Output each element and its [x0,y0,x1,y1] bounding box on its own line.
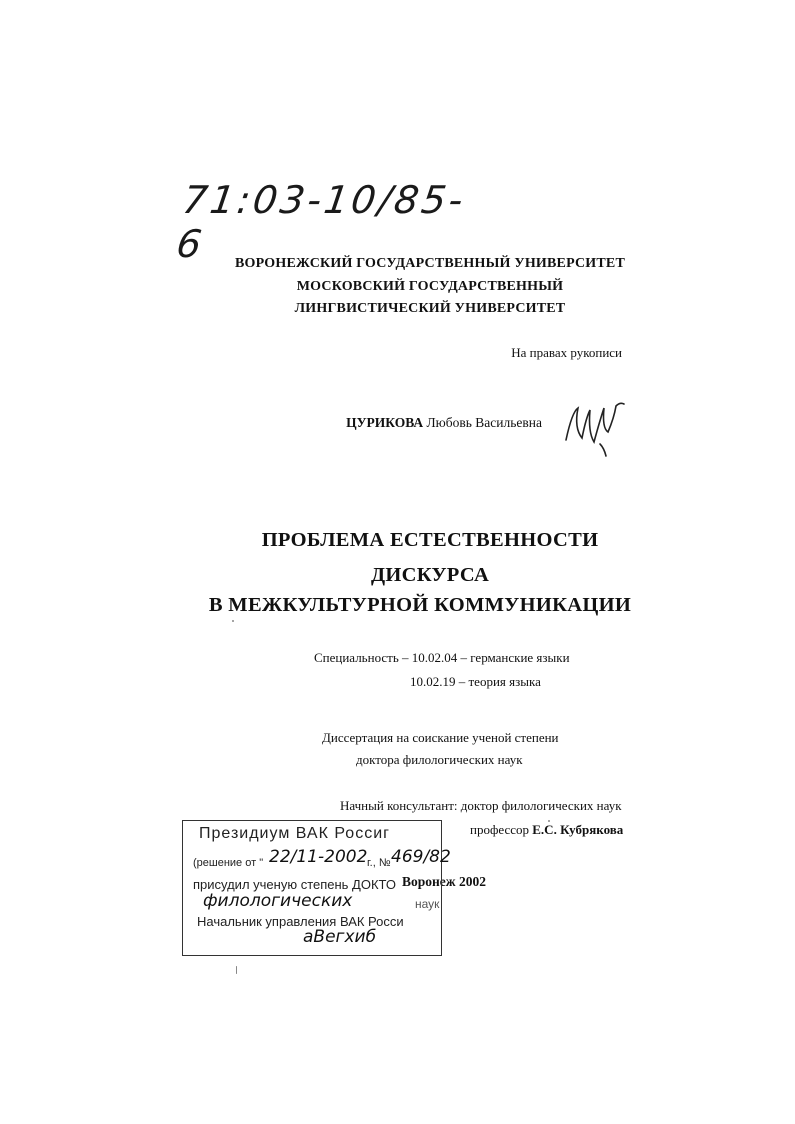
stamp-decision-prefix: (решение от " [193,857,264,869]
university-line-1: ВОРОНЕЖСКИЙ ГОСУДАРСТВЕННЫЙ УНИВЕРСИТЕТ [234,256,626,271]
author-name [320,415,542,431]
stamp-title: Президиум ВАК Россиг [199,825,390,842]
stamp-awarded-text: присудил ученую степень ДОКТО [193,877,397,892]
specialty-line-1: Специальность – 10.02.04 – германские языки [314,650,570,665]
stamp-decision [193,857,263,869]
specialty-line-2: 10.02.19 – теория языка [410,674,541,689]
scan-speck [236,966,237,974]
title-line-3: В МЕЖКУЛЬТУРНОЙ КОММУНИКАЦИИ [208,594,632,616]
consultant-name: Е.С. Кубрякова [532,822,624,837]
dissertation-line-2: доктора филологических наук [356,752,523,767]
stamp-decision-date-handwritten: 22/11-2002 [269,847,368,867]
title-line-1: ПРОБЛЕМА ЕСТЕСТВЕННОСТИ [261,529,599,551]
university-line-2: МОСКОВСКИЙ ГОСУДАРСТВЕННЫЙ [296,279,564,294]
author-surname: ЦУРИКОВА [346,415,424,430]
title-line-2: ДИСКУРСА [370,564,490,586]
archive-code-handwritten: 71:03-10/85-6 [173,178,469,266]
stamp-head-text: Начальник управления ВАК Росси [197,914,404,929]
consultant-line-1: Начный консультант: доктор филологических наук [340,798,622,813]
stamp-decision-number-handwritten: 469/82 [391,847,451,867]
consultant-title: профессор [470,822,533,837]
city-year: Воронеж 2002 [402,874,486,889]
stamp-decision-mid: г., № [367,857,391,869]
author-signature [560,398,632,458]
stamp-science-handwritten: филологических [203,891,353,911]
university-line-3: ЛИНГВИСТИЧЕСКИЙ УНИВЕРСИТЕТ [294,301,566,316]
rights-note: На правах рукописи [511,345,622,360]
dissertation-line-1: Диссертация на соискание ученой степени [322,730,559,745]
scan-speck [232,620,234,622]
author-given-names: Любовь Васильевна [426,415,542,430]
consultant-line-2 [470,822,623,838]
scan-speck [548,820,550,822]
stamp-head-signature: аВегхиб [303,927,377,947]
stamp-science-suffix: наук [415,897,440,911]
